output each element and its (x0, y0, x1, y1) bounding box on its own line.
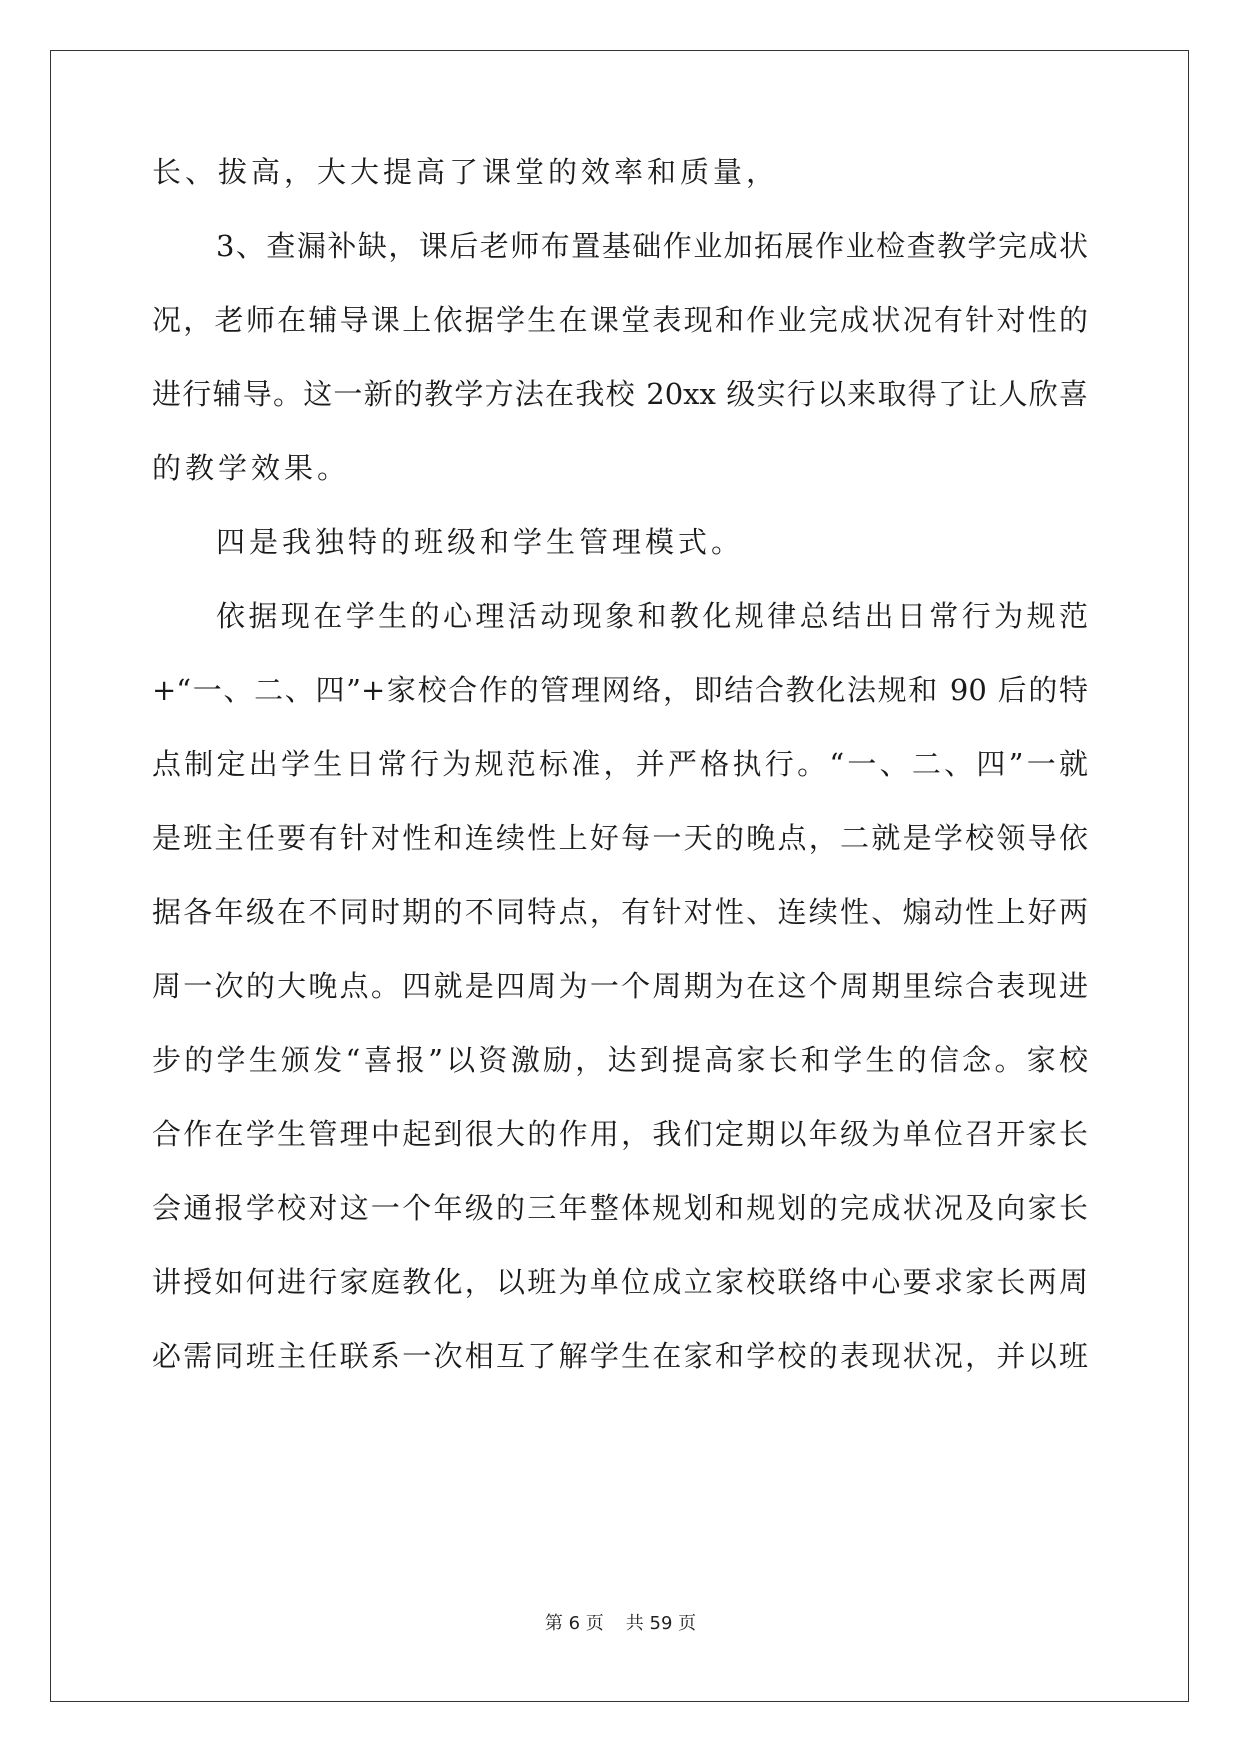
page-total: 共 59 页 (625, 1613, 697, 1634)
text-line: 3、查漏补缺，课后老师布置基础作业加拓展作业检查教学完成状 (216, 229, 1088, 263)
text-line: 长、拔高，大大提高了课堂的效率和质量， (152, 155, 780, 189)
page-number: 第 6 页 (544, 1613, 604, 1634)
page-footer (0, 1612, 1241, 1636)
text-line: 讲授如何进行家庭教化，以班为单位成立家校联络中心要求家长两周 (152, 1265, 1088, 1299)
text-line: 会通报学校对这一个年级的三年整体规划和规划的完成状况及向家长 (152, 1191, 1088, 1225)
text-line: 周一次的大晚点。四就是四周为一个周期为在这个周期里综合表现进 (152, 969, 1088, 1003)
text-line: 是班主任要有针对性和连续性上好每一天的晚点，二就是学校领导依 (152, 821, 1088, 855)
text-line: 进行辅导。这一新的教学方法在我校 20xx 级实行以来取得了让人欣喜 (152, 377, 1088, 411)
text-line: 的教学效果。 (152, 451, 351, 485)
text-line: 合作在学生管理中起到很大的作用，我们定期以年级为单位召开家长 (152, 1117, 1088, 1151)
text-line: +“一、二、四”+家校合作的管理网络，即结合教化法规和 90 后的特 (152, 673, 1088, 707)
text-line: 况，老师在辅导课上依据学生在课堂表现和作业完成状况有针对性的 (152, 303, 1088, 337)
text-line: 据各年级在不同时期的不同特点，有针对性、连续性、煽动性上好两 (152, 895, 1088, 929)
text-line: 必需同班主任联系一次相互了解学生在家和学校的表现状况，并以班 (152, 1339, 1088, 1373)
text-line: 依据现在学生的心理活动现象和教化规律总结出日常行为规范 (216, 599, 1088, 633)
text-line: 步的学生颁发“喜报”以资激励，达到提高家长和学生的信念。家校 (152, 1043, 1088, 1077)
text-line: 四是我独特的班级和学生管理模式。 (216, 525, 745, 559)
text-line: 点制定出学生日常行为规范标准，并严格执行。“一、二、四”一就 (152, 747, 1088, 781)
